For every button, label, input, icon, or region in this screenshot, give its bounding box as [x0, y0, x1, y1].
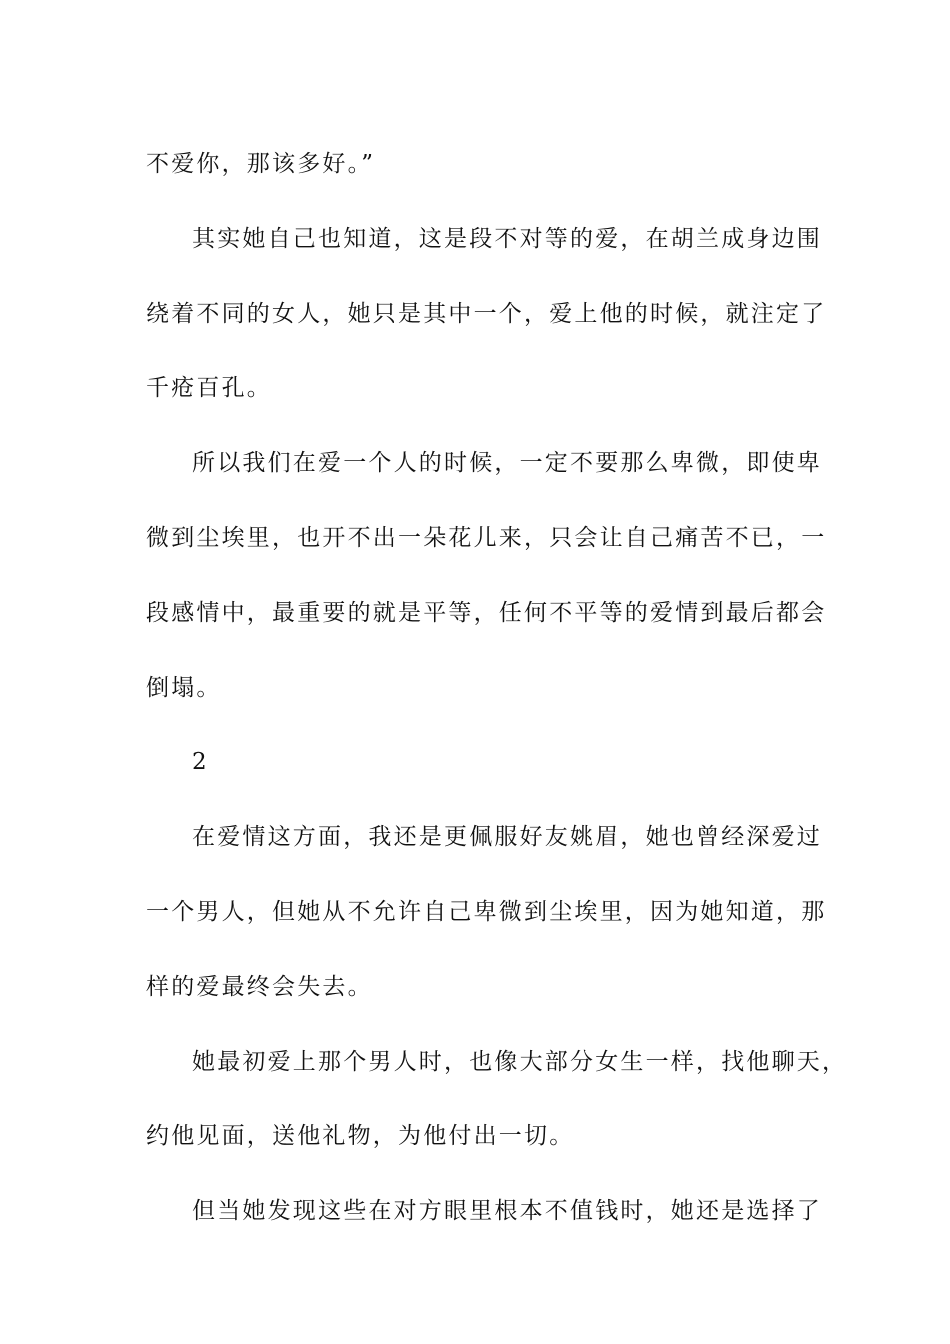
text-line: 但当她发现这些在对方眼里根本不值钱时，她还是选择了: [192, 1198, 822, 1225]
text-line: 不爱你，那该多好。”: [146, 151, 376, 177]
text-line: 微到尘埃里，也开不出一朵花儿来，只会让自己痛苦不已，一: [146, 524, 827, 551]
article-body: [146, 127, 848, 1249]
text-line: 千疮百孔。: [146, 375, 272, 402]
paragraph-5: [146, 1025, 848, 1175]
paragraph-6: [146, 1174, 822, 1249]
text-line: 约他见面，送他礼物，为他付出一切。: [146, 1123, 575, 1150]
text-line: 倒塌。: [146, 674, 222, 701]
paragraph-4: [146, 800, 827, 1024]
text-line: 一个男人，但她从不允许自己卑微到尘埃里，因为她知道，那: [146, 898, 827, 925]
text-line: 2: [192, 749, 209, 776]
text-line: 绕着不同的女人，她只是其中一个，爱上他的时候，就注定了: [146, 300, 827, 327]
text-line: 其实她自己也知道，这是段不对等的爱，在胡兰成身边围: [192, 225, 822, 252]
paragraph-2: [146, 202, 827, 426]
paragraph-3: [146, 426, 827, 725]
paragraph-1: [146, 127, 796, 202]
text-line: 样的爱最终会失去。: [146, 973, 373, 1000]
section-number: [146, 725, 796, 800]
text-line: 所以我们在爱一个人的时候，一定不要那么卑微，即使卑: [192, 450, 822, 477]
text-line: 她最初爱上那个男人时，也像大部分女生一样，找他聊天，: [192, 1048, 848, 1075]
text-line: 段感情中，最重要的就是平等，任何不平等的爱情到最后都会: [146, 599, 827, 626]
text-line: 在爱情这方面，我还是更佩服好友姚眉，她也曾经深爱过: [192, 824, 822, 851]
